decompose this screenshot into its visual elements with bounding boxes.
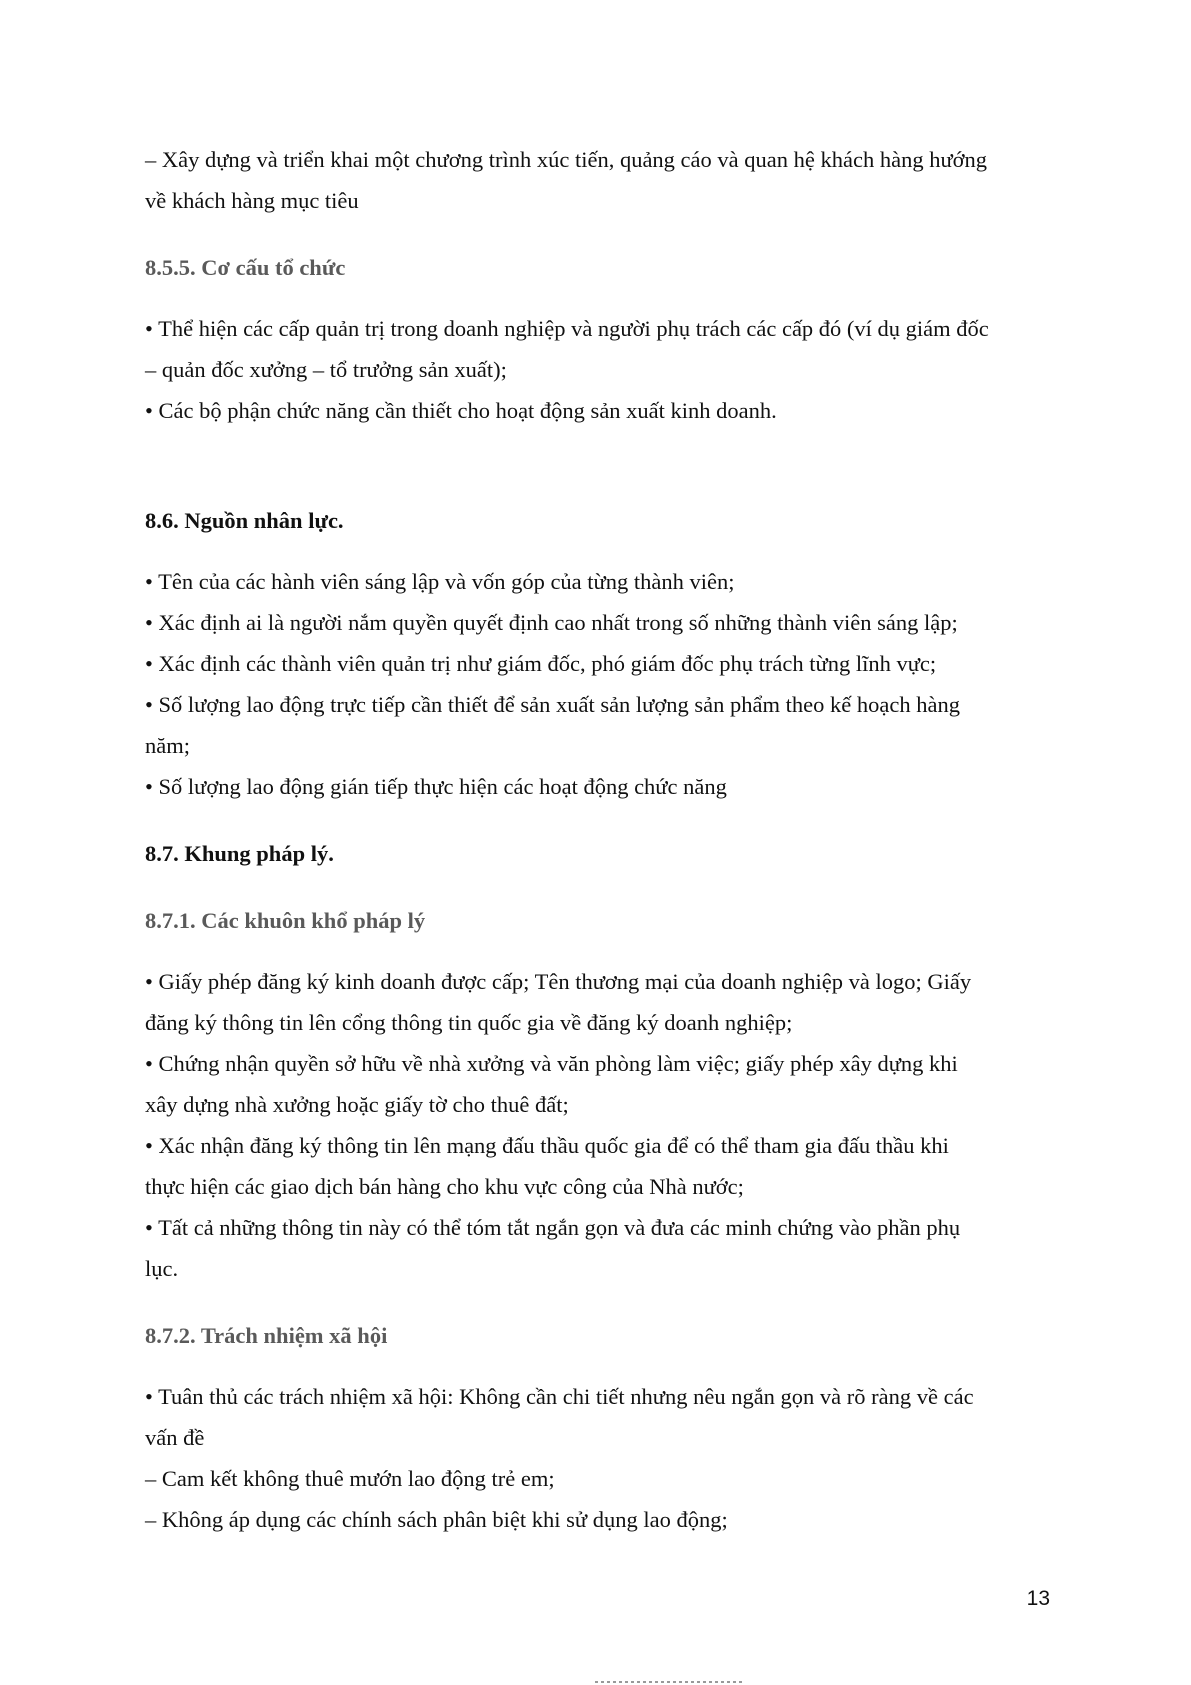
heading-8-7-2: 8.7.2. Trách nhiệm xã hội <box>145 1323 388 1348</box>
paragraph-line: vấn đề <box>145 1425 205 1450</box>
paragraph-line: – Cam kết không thuê mướn lao động trẻ em; <box>145 1466 555 1491</box>
heading-8-7-1: 8.7.1. Các khuôn khổ pháp lý <box>145 908 426 933</box>
paragraph-line: xây dựng nhà xưởng hoặc giấy tờ cho thuê đất; <box>145 1092 569 1117</box>
intro-line-2: về khách hàng mục tiêu <box>145 188 359 213</box>
intro-line-1: – Xây dựng và triển khai một chương trình xúc tiến, quảng cáo và quan hệ khách hàng hướng <box>145 147 988 172</box>
heading-8-5-5: 8.5.5. Cơ cấu tổ chức <box>145 255 346 280</box>
paragraph-line: năm; <box>145 733 190 758</box>
paragraph-line: • Xác nhận đăng ký thông tin lên mạng đấu thầu quốc gia để có thể tham gia đấu thầu khi <box>145 1133 949 1158</box>
paragraph-line: – quản đốc xưởng – tổ trưởng sản xuất); <box>145 357 507 382</box>
paragraph-line: • Chứng nhận quyền sở hữu về nhà xưởng và văn phòng làm việc; giấy phép xây dựng khi <box>145 1051 958 1076</box>
paragraph-line: thực hiện các giao dịch bán hàng cho khu vực công của Nhà nước; <box>145 1174 744 1199</box>
paragraph-line: • Các bộ phận chức năng cần thiết cho hoạt động sản xuất kinh doanh. <box>145 398 777 423</box>
heading-8-6: 8.6. Nguồn nhân lực. <box>145 508 344 533</box>
heading-8-7: 8.7. Khung pháp lý. <box>145 841 334 866</box>
paragraph-line: • Số lượng lao động trực tiếp cần thiết để sản xuất sản lượng sản phẩm theo kế hoạch hàng <box>145 692 960 717</box>
paragraph-line: • Thể hiện các cấp quản trị trong doanh nghiệp và người phụ trách các cấp đó (ví dụ giám đốc <box>145 316 989 341</box>
bottom-divider <box>595 1681 745 1683</box>
paragraph-line: • Số lượng lao động gián tiếp thực hiện các hoạt động chức năng <box>145 774 727 799</box>
paragraph-line: – Không áp dụng các chính sách phân biệt khi sử dụng lao động; <box>145 1507 728 1532</box>
paragraph-line: • Xác định ai là người nắm quyền quyết định cao nhất trong số những thành viên sáng lập; <box>145 610 958 635</box>
page-number: 13 <box>1026 1587 1050 1610</box>
paragraph-line: • Tất cả những thông tin này có thể tóm tắt ngắn gọn và đưa các minh chứng vào phần phụ <box>145 1215 961 1240</box>
paragraph-line: • Tuân thủ các trách nhiệm xã hội: Không cần chi tiết nhưng nêu ngắn gọn và rõ ràng về các <box>145 1384 974 1409</box>
page-content <box>145 139 1049 1540</box>
paragraph-line: lục. <box>145 1256 179 1281</box>
paragraph-line: • Tên của các hành viên sáng lập và vốn góp của từng thành viên; <box>145 569 735 594</box>
paragraph-line: đăng ký thông tin lên cổng thông tin quốc gia về đăng ký doanh nghiệp; <box>145 1010 793 1035</box>
paragraph-line: • Giấy phép đăng ký kinh doanh được cấp; Tên thương mại của doanh nghiệp và logo; Giấy <box>145 969 972 994</box>
paragraph-line: • Xác định các thành viên quản trị như giám đốc, phó giám đốc phụ trách từng lĩnh vực; <box>145 651 937 676</box>
